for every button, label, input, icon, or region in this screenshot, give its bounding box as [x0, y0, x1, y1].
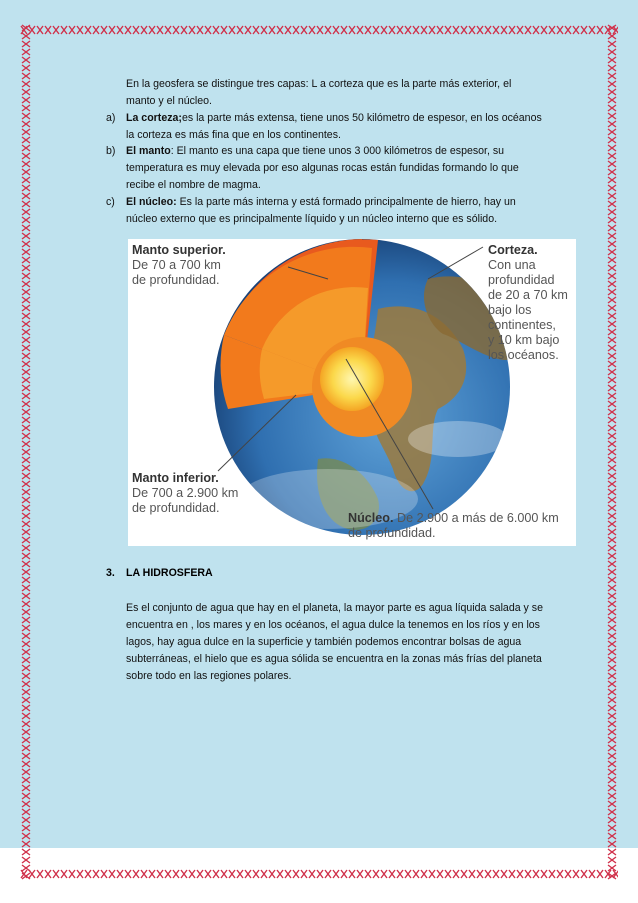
section-3-number: 3. [106, 567, 115, 579]
item-b-marker: b) [106, 145, 116, 157]
item-c-text: Es la parte más interna y está formado principalmente de hierro, hay un [176, 196, 516, 208]
clouds-2 [408, 421, 508, 457]
label-manto-superior-l1: De 70 a 700 km [132, 258, 221, 272]
label-corteza [488, 243, 568, 363]
label-corteza-l6: y 10 km bajo [488, 333, 560, 347]
label-manto-inferior-title: Manto inferior. [132, 471, 219, 485]
item-a-marker: a) [106, 112, 116, 124]
item-a-title: La corteza; [126, 112, 182, 124]
label-manto-inferior-l2: de profundidad. [132, 501, 220, 515]
label-manto-inferior-l1: De 700 a 2.900 km [132, 486, 239, 500]
label-corteza-title: Corteza. [488, 243, 538, 257]
item-b-line-3: recibe el nombre de magma. [126, 179, 261, 191]
label-corteza-l5: continentes, [488, 318, 556, 332]
item-c-title: El núcleo: [126, 196, 177, 208]
item-b-text: : El manto es una capa que tiene unos 3 000 kilómetros de espesor, su [170, 145, 505, 157]
item-c-line-1 [126, 194, 566, 212]
item-a-text: es la parte más extensa, tiene unos 50 kilómetro de espesor, en los océanos [181, 112, 542, 124]
label-nucleo-title: Núcleo. [348, 511, 394, 525]
item-c-marker: c) [106, 196, 115, 208]
item-a-line-2: la corteza es más fina que en los continentes. [126, 129, 341, 141]
item-b-line-1 [126, 143, 566, 161]
label-corteza-l1: Con una [488, 258, 536, 272]
label-corteza-l3: de 20 a 70 km [488, 288, 568, 302]
label-corteza-l4: bajo los [488, 303, 532, 317]
decorative-border-top [20, 24, 618, 36]
label-manto-superior [132, 243, 226, 288]
label-corteza-l7: los océanos. [488, 348, 559, 362]
decorative-border-left [20, 24, 32, 880]
section-3-line-2: encuentra en , los mares y en los océanos, el agua dulce la tenemos en los ríos y en los [126, 619, 540, 631]
label-manto-inferior [132, 471, 238, 516]
decorative-border-right [606, 24, 618, 880]
section-3-line-1: Es el conjunto de agua que hay en el planeta, la mayor parte es agua líquida salada y se [126, 602, 543, 614]
inner-core [320, 347, 384, 411]
label-manto-superior-l2: de profundidad. [132, 273, 220, 287]
label-nucleo-l1: De 2.900 a más de 6.000 km [393, 511, 559, 525]
label-corteza-l2: profundidad [488, 273, 555, 287]
label-nucleo-l2: de profundidad. [348, 526, 436, 540]
intro-line-1: En la geosfera se distingue tres capas: L a corteza que es la parte más exterior, el [126, 78, 512, 90]
item-c-line-2: núcleo externo que es principalmente líquido y un núcleo interno que es sólido. [126, 213, 498, 225]
label-nucleo [348, 511, 559, 541]
section-3-line-3: lagos, hay agua dulce en la superficie y también podemos encontrar bolsas de agua [126, 636, 522, 648]
earth-layers-figure [128, 239, 576, 546]
label-manto-superior-title: Manto superior. [132, 243, 226, 257]
section-3-line-5: sobre todo en las regiones polares. [126, 670, 292, 682]
item-b-line-2: temperatura es muy elevada por eso algunas rocas están fundidas formando lo que [126, 162, 519, 174]
item-a-line-1 [126, 110, 566, 128]
section-3-title: LA HIDROSFERA [126, 567, 213, 579]
intro-line-2: manto y el núcleo. [126, 95, 212, 107]
section-3-line-4: subterráneas, el hielo que es agua sólida se encuentra en la zonas más frías del planeta [126, 653, 542, 665]
item-b-title: El manto [126, 145, 171, 157]
decorative-border-bottom [20, 868, 618, 880]
